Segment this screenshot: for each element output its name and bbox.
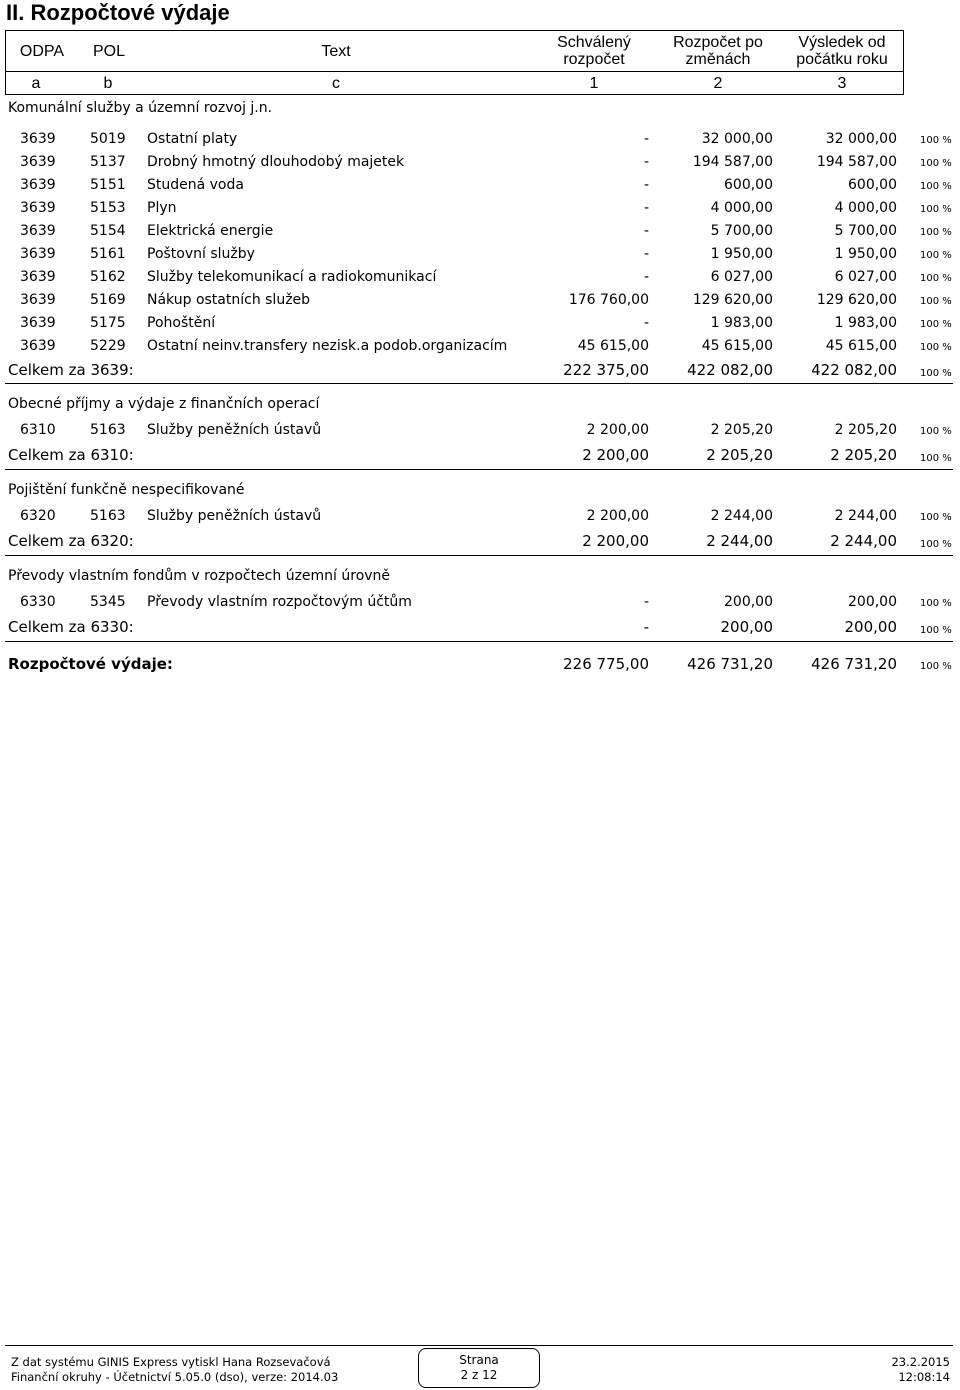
row-approved: - xyxy=(643,315,649,331)
section-total-after-changes: 422 082,00 xyxy=(687,361,773,379)
section-total-percent: 100 % xyxy=(920,368,952,379)
row-after-changes: 194 587,00 xyxy=(692,154,773,170)
row-pol: 5019 xyxy=(90,131,126,147)
header-letter-a: a xyxy=(31,75,41,92)
row-odpa: 6320 xyxy=(20,508,56,524)
section-title: Převody vlastním fondům v rozpočtech územní úrovně xyxy=(8,568,391,584)
row-result: 32 000,00 xyxy=(825,131,897,147)
row-percent: 100 % xyxy=(920,273,952,284)
row-text: Ostatní platy xyxy=(147,131,238,147)
header-budget-after-changes: Rozpočet po změnách xyxy=(673,34,763,68)
header-pol: POL xyxy=(92,43,125,60)
row-result: 4 000,00 xyxy=(834,200,897,216)
row-after-changes: 4 000,00 xyxy=(710,200,773,216)
header-row-labels xyxy=(6,31,903,72)
row-text: Pohoštění xyxy=(147,315,216,331)
section-total-approved: 222 375,00 xyxy=(563,361,649,379)
page-value: 2 z 12 xyxy=(460,1368,498,1382)
row-result: 2 205,20 xyxy=(834,422,897,438)
row-pol: 5161 xyxy=(90,246,126,262)
row-percent: 100 % xyxy=(920,426,952,437)
row-pol: 5153 xyxy=(90,200,126,216)
header-num-2: 2 xyxy=(713,75,723,92)
row-result: 5 700,00 xyxy=(834,223,897,239)
row-text: Elektrická energie xyxy=(147,223,274,239)
section-total-result: 2 205,20 xyxy=(830,446,897,464)
row-after-changes: 129 620,00 xyxy=(692,292,773,308)
row-after-changes: 6 027,00 xyxy=(710,269,773,285)
row-after-changes: 200,00 xyxy=(724,594,773,610)
row-approved: - xyxy=(643,223,649,239)
row-odpa: 3639 xyxy=(20,315,56,331)
row-odpa: 3639 xyxy=(20,269,56,285)
section-total-divider xyxy=(5,641,953,642)
section-total-after-changes: 2 205,20 xyxy=(706,446,773,464)
row-result: 194 587,00 xyxy=(816,154,897,170)
row-result: 45 615,00 xyxy=(825,338,897,354)
row-odpa: 3639 xyxy=(20,246,56,262)
section-total-divider xyxy=(5,555,953,556)
row-after-changes: 5 700,00 xyxy=(710,223,773,239)
row-result: 6 027,00 xyxy=(834,269,897,285)
row-after-changes: 1 950,00 xyxy=(710,246,773,262)
section-title: Komunální služby a územní rozvoj j.n. xyxy=(8,100,273,116)
row-pol: 5163 xyxy=(90,508,126,524)
row-odpa: 6310 xyxy=(20,422,56,438)
row-text: Studená voda xyxy=(147,177,244,193)
header-row-letters xyxy=(6,72,903,95)
row-percent: 100 % xyxy=(920,598,952,609)
row-approved: - xyxy=(643,200,649,216)
row-odpa: 3639 xyxy=(20,200,56,216)
row-text: Služby peněžních ústavů xyxy=(147,508,322,524)
section-total-result: 422 082,00 xyxy=(811,361,897,379)
row-result: 1 983,00 xyxy=(834,315,897,331)
column-header-table xyxy=(5,30,904,95)
row-after-changes: 2 205,20 xyxy=(710,422,773,438)
page-title: II. Rozpočtové výdaje xyxy=(6,0,230,25)
header-letter-b: b xyxy=(103,75,113,92)
row-text: Služby peněžních ústavů xyxy=(147,422,322,438)
row-percent: 100 % xyxy=(920,250,952,261)
row-approved: - xyxy=(643,177,649,193)
row-odpa: 3639 xyxy=(20,292,56,308)
row-percent: 100 % xyxy=(920,158,952,169)
row-approved: 2 200,00 xyxy=(586,508,649,524)
section-total-label: Celkem za 6330: xyxy=(8,618,134,636)
row-after-changes: 1 983,00 xyxy=(710,315,773,331)
section-total-approved: 2 200,00 xyxy=(582,446,649,464)
grand-total-approved: 226 775,00 xyxy=(563,655,649,673)
section-total-percent: 100 % xyxy=(920,539,952,550)
page-number-box xyxy=(418,1348,540,1388)
footer-printed-by: Z dat systému GINIS Express vytiskl Hana Rozsevačová xyxy=(11,1355,331,1369)
grand-total-label: Rozpočtové výdaje: xyxy=(8,655,173,673)
footer-date: 23.2.2015 xyxy=(891,1355,950,1369)
row-pol: 5151 xyxy=(90,177,126,193)
row-result: 200,00 xyxy=(848,594,897,610)
row-pol: 5229 xyxy=(90,338,126,354)
row-percent: 100 % xyxy=(920,204,952,215)
row-approved: - xyxy=(643,269,649,285)
row-text: Služby telekomunikací a radiokomunikací xyxy=(147,269,437,285)
section-total-label: Celkem za 3639: xyxy=(8,361,134,379)
row-approved: 2 200,00 xyxy=(586,422,649,438)
header-approved-budget: Schválený rozpočet xyxy=(557,34,631,68)
row-result: 2 244,00 xyxy=(834,508,897,524)
row-approved: 45 615,00 xyxy=(577,338,649,354)
row-percent: 100 % xyxy=(920,227,952,238)
row-text: Převody vlastním rozpočtovým účtům xyxy=(147,594,412,610)
row-odpa: 3639 xyxy=(20,154,56,170)
row-odpa: 3639 xyxy=(20,131,56,147)
row-pol: 5163 xyxy=(90,422,126,438)
row-odpa: 3639 xyxy=(20,338,56,354)
row-percent: 100 % xyxy=(920,181,952,192)
section-total-label: Celkem za 6320: xyxy=(8,532,134,550)
row-pol: 5162 xyxy=(90,269,126,285)
row-approved: - xyxy=(643,154,649,170)
row-odpa: 3639 xyxy=(20,223,56,239)
row-after-changes: 32 000,00 xyxy=(701,131,773,147)
section-total-label: Celkem za 6310: xyxy=(8,446,134,464)
header-letter-c: c xyxy=(332,75,340,92)
header-result-ytd: Výsledek od počátku roku xyxy=(796,34,888,68)
row-approved: - xyxy=(643,594,649,610)
section-total-result: 2 244,00 xyxy=(830,532,897,550)
page-label: Strana xyxy=(459,1353,499,1367)
grand-total-percent: 100 % xyxy=(920,661,952,672)
row-percent: 100 % xyxy=(920,319,952,330)
row-after-changes: 600,00 xyxy=(724,177,773,193)
header-text: Text xyxy=(321,43,351,60)
footer-system-version: Finanční okruhy - Účetnictví 5.05.0 (dso), verze: 2014.03 xyxy=(11,1370,339,1384)
row-text: Poštovní služby xyxy=(147,246,255,262)
row-text: Drobný hmotný dlouhodobý majetek xyxy=(147,154,405,170)
row-result: 1 950,00 xyxy=(834,246,897,262)
row-approved: 176 760,00 xyxy=(568,292,649,308)
row-pol: 5169 xyxy=(90,292,126,308)
row-text: Ostatní neinv.transfery nezisk.a podob.organizacím xyxy=(147,338,508,354)
footer-time: 12:08:14 xyxy=(898,1370,950,1384)
section-total-divider xyxy=(5,469,953,470)
row-percent: 100 % xyxy=(920,135,952,146)
section-title: Pojištění funkčně nespecifikované xyxy=(8,482,245,498)
header-num-3: 3 xyxy=(837,75,847,92)
grand-total-after-changes: 426 731,20 xyxy=(687,655,773,673)
section-total-approved: - xyxy=(643,618,649,636)
row-result: 129 620,00 xyxy=(816,292,897,308)
row-result: 600,00 xyxy=(848,177,897,193)
row-after-changes: 2 244,00 xyxy=(710,508,773,524)
section-total-after-changes: 200,00 xyxy=(720,618,773,636)
section-total-percent: 100 % xyxy=(920,453,952,464)
section-total-after-changes: 2 244,00 xyxy=(706,532,773,550)
row-percent: 100 % xyxy=(920,296,952,307)
footer-divider xyxy=(5,1345,953,1346)
row-pol: 5137 xyxy=(90,154,126,170)
row-after-changes: 45 615,00 xyxy=(701,338,773,354)
grand-total-result: 426 731,20 xyxy=(811,655,897,673)
row-text: Nákup ostatních služeb xyxy=(147,292,311,308)
section-total-approved: 2 200,00 xyxy=(582,532,649,550)
row-approved: - xyxy=(643,131,649,147)
row-odpa: 6330 xyxy=(20,594,56,610)
section-title: Obecné příjmy a výdaje z finančních operací xyxy=(8,396,320,412)
row-odpa: 3639 xyxy=(20,177,56,193)
header-odpa: ODPA xyxy=(19,43,65,60)
section-total-result: 200,00 xyxy=(844,618,897,636)
row-pol: 5175 xyxy=(90,315,126,331)
row-approved: - xyxy=(643,246,649,262)
row-percent: 100 % xyxy=(920,512,952,523)
row-pol: 5154 xyxy=(90,223,126,239)
row-text: Plyn xyxy=(147,200,177,216)
section-total-divider xyxy=(5,383,953,384)
row-percent: 100 % xyxy=(920,342,952,353)
header-num-1: 1 xyxy=(589,75,599,92)
row-pol: 5345 xyxy=(90,594,126,610)
section-total-percent: 100 % xyxy=(920,625,952,636)
